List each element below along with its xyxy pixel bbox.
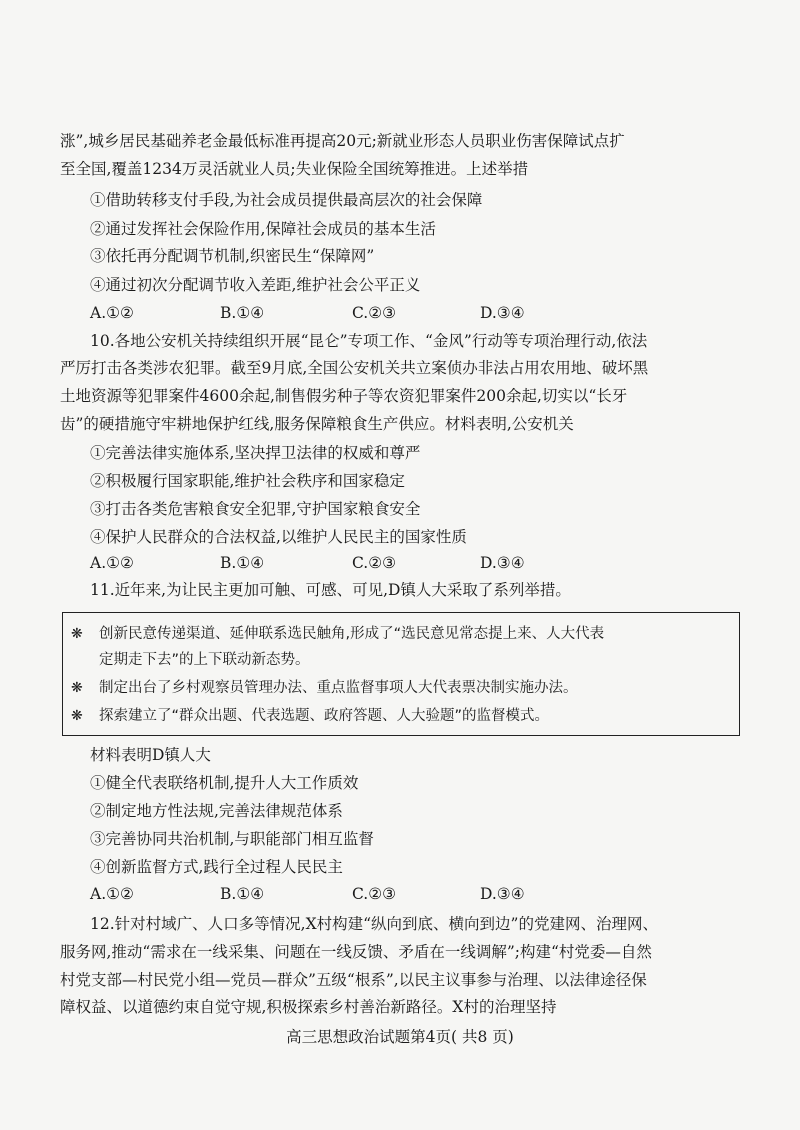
option-a: A.①② (90, 554, 134, 572)
q11-item: ④创新监督方式,践行全过程人民民主 (90, 858, 343, 876)
q9-item: ②通过发挥社会保险作用,保障社会成员的基本生活 (90, 220, 436, 238)
option-b: B.①④ (220, 554, 265, 572)
material-box (62, 612, 740, 736)
q11-stem: 11.近年来,为让民主更加可触、可感、可见,D镇人大采取了系列举措。 (90, 581, 571, 599)
asterisk-icon: ❋ (71, 680, 83, 696)
q10-stem-line: 土地资源等犯罪案件4600余起,制售假劣种子等农资犯罪案件200余起,切实以“长牙 (60, 387, 628, 405)
option-d: D.③④ (480, 885, 525, 903)
page-footer: 高三思想政治试题第4页( 共8 页) (286, 1028, 514, 1046)
material-bullet: 创新民意传递渠道、延伸联系选民触角,形成了“选民意见常态提上来、人大代表 (99, 626, 605, 642)
asterisk-icon: ❋ (71, 708, 83, 724)
q12-stem-line: 12.针对村域广、人口多等情况,X村构建“纵向到底、横向到边”的党建网、治理网、 (90, 915, 658, 933)
option-c: C.②③ (352, 885, 397, 903)
option-b: B.①④ (220, 885, 265, 903)
option-c: C.②③ (352, 554, 397, 572)
q12-stem-line: 障权益、以道德约束自觉守规,积极探索乡村善治新路径。X村的治理坚持 (60, 998, 557, 1016)
q9-item: ①借助转移支付手段,为社会成员提供最高层次的社会保障 (90, 191, 483, 209)
q9-item: ④通过初次分配调节收入差距,维护社会公平正义 (90, 276, 421, 294)
option-d: D.③④ (480, 304, 525, 322)
option-a: A.①② (90, 885, 134, 903)
q12-stem-line: 村党支部—村民党小组—党员—群众”五级“根系”,以民主议事参与治理、以法律途径保 (60, 971, 647, 989)
option-a: A.①② (90, 304, 134, 322)
q12-stem-line: 服务网,推动“需求在一线采集、问题在一线反馈、矛盾在一线调解”;构建“村党委—自然 (60, 943, 652, 961)
material-bullet: 制定出台了乡村观察员管理办法、重点监督事项人大代表票决制实施办法。 (99, 680, 578, 696)
q10-item: ①完善法律实施体系,坚决捍卫法律的权威和尊严 (90, 444, 421, 462)
option-d: D.③④ (480, 554, 525, 572)
material-bullet: 探索建立了“群众出题、代表选题、政府答题、人大验题”的监督模式。 (99, 708, 550, 724)
q11-item: ①健全代表联络机制,提升人大工作质效 (90, 774, 359, 792)
q10-stem-line: 严厉打击各类涉农犯罪。截至9月底,全国公安机关共立案侦办非法占用农用地、破坏黑 (60, 359, 649, 377)
q11-lead: 材料表明D镇人大 (90, 746, 211, 764)
option-b: B.①④ (220, 304, 265, 322)
q10-stem-line: 10.各地公安机关持续组织开展“昆仑”专项工作、“金风”行动等专项治理行动,依法 (90, 332, 648, 350)
q10-stem-line: 齿”的硬措施守牢耕地保护红线,服务保障粮食生产供应。材料表明,公安机关 (60, 415, 574, 433)
q11-item: ③完善协同共治机制,与职能部门相互监督 (90, 830, 374, 848)
q9-stem-line: 至全国,覆盖1234万灵活就业人员;失业保险全国统筹推进。上述举措 (60, 160, 529, 178)
q10-item: ④保护人民群众的合法权益,以维护人民民主的国家性质 (90, 528, 467, 546)
asterisk-icon: ❋ (71, 626, 83, 642)
q10-item: ③打击各类危害粮食安全犯罪,守护国家粮食安全 (90, 500, 421, 518)
q10-item: ②积极履行国家职能,维护社会秩序和国家稳定 (90, 472, 405, 490)
option-c: C.②③ (352, 304, 397, 322)
material-bullet-cont: 定期走下去”的上下联动新态势。 (99, 652, 310, 668)
q9-item: ③依托再分配调节机制,织密民生“保障网” (90, 247, 375, 265)
q11-item: ②制定地方性法规,完善法律规范体系 (90, 802, 343, 820)
q9-stem-line: 涨”,城乡居民基础养老金最低标准再提高20元;新就业形态人员职业伤害保障试点扩 (60, 132, 625, 150)
